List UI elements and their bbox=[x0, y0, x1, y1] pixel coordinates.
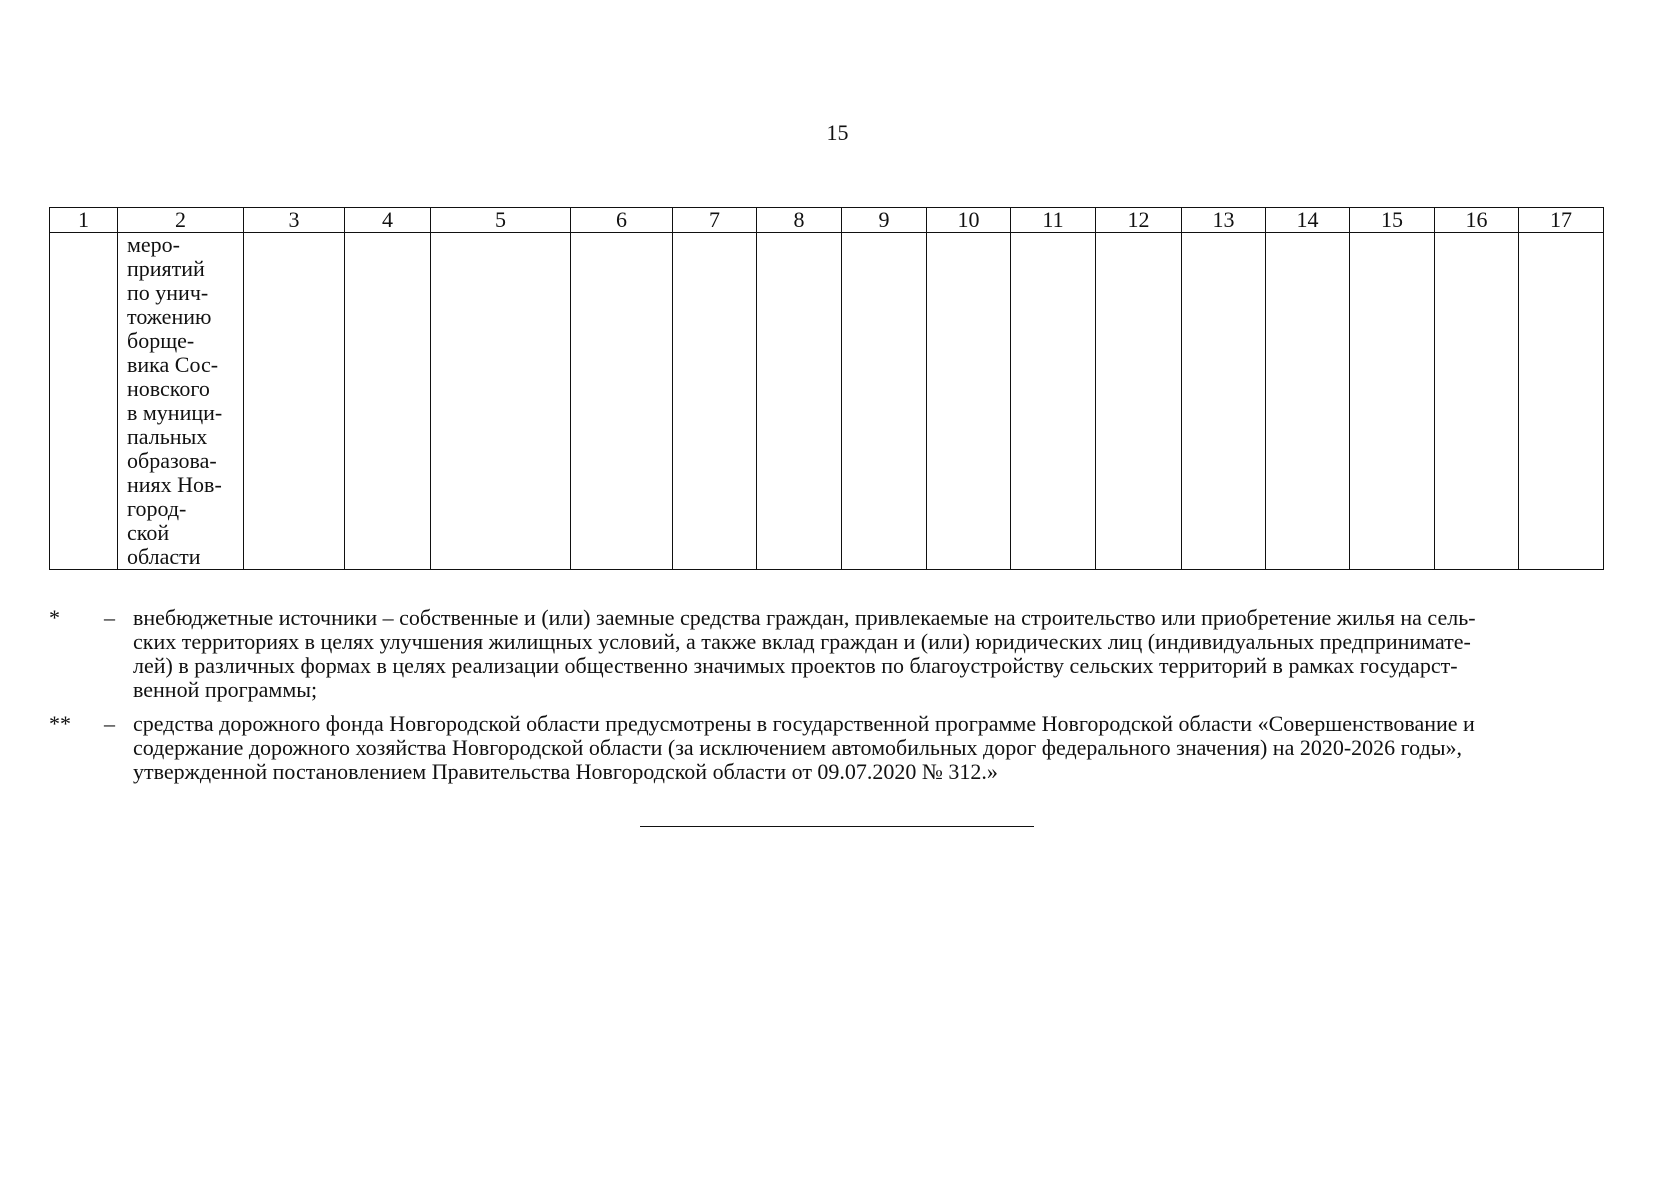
table-row bbox=[50, 233, 1604, 570]
footnote-line: ских территориях в целях улучшения жилищных условий, а также вклад граждан и (или) юридических лиц (индивидуальных предпринимате- bbox=[133, 629, 1471, 654]
cell-line: по унич- bbox=[127, 280, 209, 305]
page-number: 15 bbox=[826, 120, 849, 145]
table-cell bbox=[757, 233, 842, 570]
column-header: 3 bbox=[244, 208, 345, 233]
footnote-dash: – bbox=[104, 605, 115, 630]
cell-line: тожению bbox=[127, 304, 212, 329]
cell-line: вика Сос- bbox=[127, 352, 219, 377]
column-header: 9 bbox=[842, 208, 927, 233]
cell-line: приятий bbox=[127, 256, 205, 281]
table-cell-description bbox=[118, 233, 244, 570]
footnote bbox=[49, 606, 1619, 702]
column-header: 10 bbox=[927, 208, 1011, 233]
column-header: 8 bbox=[757, 208, 842, 233]
footnote-line: содержание дорожного хозяйства Новгородской области (за исключением автомобильных дорог федерального значения) на 2020-2026 годы», bbox=[133, 735, 1462, 760]
cell-line: меро- bbox=[127, 232, 181, 257]
column-header: 13 bbox=[1182, 208, 1266, 233]
table-cell bbox=[571, 233, 673, 570]
table-cell bbox=[1011, 233, 1096, 570]
table-cell bbox=[842, 233, 927, 570]
column-header: 4 bbox=[345, 208, 431, 233]
cell-line: в муници- bbox=[127, 400, 223, 425]
column-header: 15 bbox=[1350, 208, 1435, 233]
table-cell bbox=[244, 233, 345, 570]
table-cell bbox=[1266, 233, 1350, 570]
column-header: 12 bbox=[1096, 208, 1182, 233]
footnote-line: венной программы; bbox=[133, 677, 318, 702]
column-header: 14 bbox=[1266, 208, 1350, 233]
footnote-text bbox=[133, 712, 1619, 784]
column-header: 1 bbox=[50, 208, 118, 233]
end-divider bbox=[640, 826, 1034, 827]
footnote-line: средства дорожного фонда Новгородской области предусмотрены в государственной программе Новгородской области «Совершенствование и bbox=[133, 711, 1475, 736]
column-header: 11 bbox=[1011, 208, 1096, 233]
column-header: 6 bbox=[571, 208, 673, 233]
table-cell bbox=[673, 233, 757, 570]
footnotes bbox=[49, 606, 1619, 794]
footnote-mark: * bbox=[49, 605, 60, 630]
cell-line: образова- bbox=[127, 448, 217, 473]
footnote-text bbox=[133, 606, 1619, 702]
footnote-mark: ** bbox=[49, 711, 71, 736]
table-cell bbox=[345, 233, 431, 570]
cell-line: ниях Нов- bbox=[127, 472, 222, 497]
column-header: 2 bbox=[118, 208, 244, 233]
footnote-line: утвержденной постановлением Правительства Новгородской области от 09.07.2020 № 312.» bbox=[133, 759, 998, 784]
table-cell bbox=[927, 233, 1011, 570]
cell-line: пальных bbox=[127, 424, 208, 449]
footnote-line: внебюджетные источники – собственные и (или) заемные средства граждан, привлекаемые на строительство или приобретение жилья на сель- bbox=[133, 605, 1476, 630]
table-cell bbox=[1350, 233, 1435, 570]
table-cell bbox=[50, 233, 118, 570]
footnote-dash: – bbox=[104, 711, 115, 736]
cell-line: новского bbox=[127, 376, 210, 401]
table-cell bbox=[1096, 233, 1182, 570]
footnote-line: лей) в различных формах в целях реализации общественно значимых проектов по благоустройству сельских территорий в рамках государст- bbox=[133, 653, 1458, 678]
cell-line: борще- bbox=[127, 328, 195, 353]
cell-line: области bbox=[127, 544, 201, 569]
header-row bbox=[50, 208, 1604, 233]
column-header: 5 bbox=[431, 208, 571, 233]
table-cell bbox=[1519, 233, 1604, 570]
column-header: 17 bbox=[1519, 208, 1604, 233]
cell-line: ской bbox=[127, 520, 170, 545]
footnote bbox=[49, 712, 1619, 784]
cell-line: город- bbox=[127, 496, 187, 521]
table-cell bbox=[1435, 233, 1519, 570]
table-cell bbox=[1182, 233, 1266, 570]
column-header: 7 bbox=[673, 208, 757, 233]
column-header: 16 bbox=[1435, 208, 1519, 233]
data-table bbox=[49, 207, 1604, 570]
table-cell bbox=[431, 233, 571, 570]
